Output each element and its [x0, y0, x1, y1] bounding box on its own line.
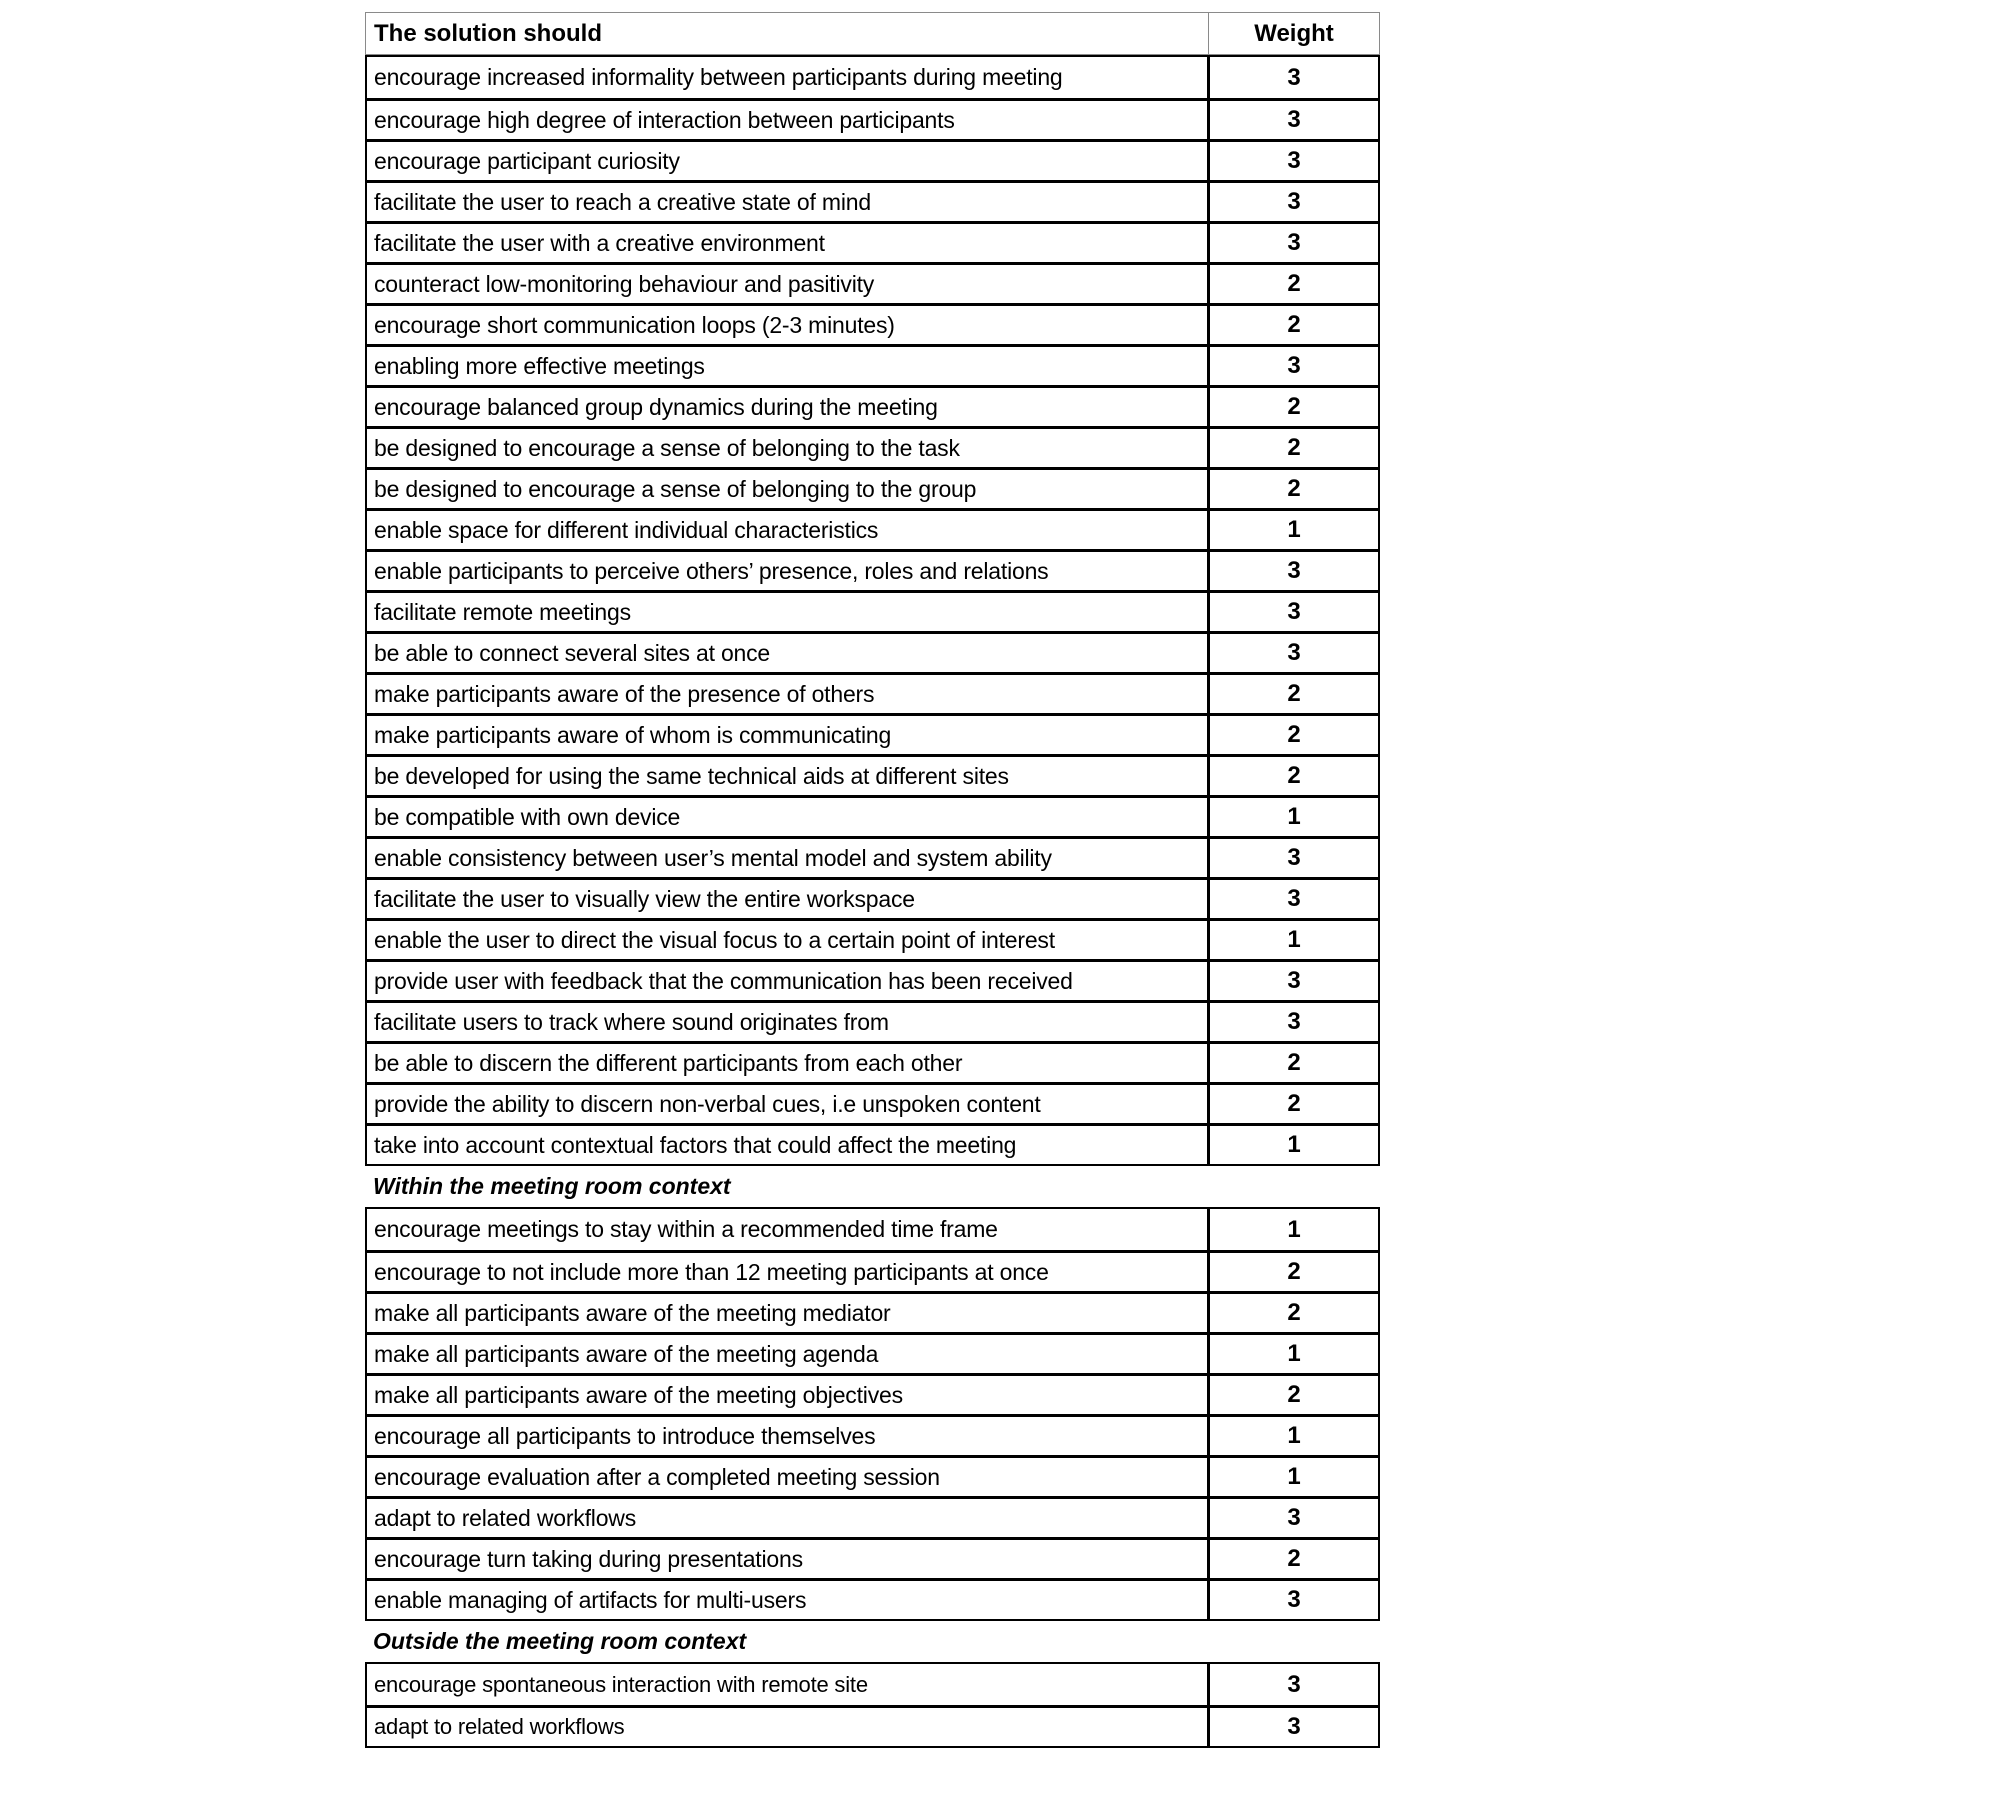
- weight-value: 3: [1207, 1664, 1378, 1705]
- requirement-text: be able to connect several sites at once: [374, 639, 771, 666]
- table-row: [367, 918, 1378, 959]
- table-row: [367, 836, 1378, 877]
- table-row: [367, 426, 1378, 467]
- table-row: [367, 1705, 1378, 1746]
- requirement-text: be designed to encourage a sense of belonging to the task: [374, 434, 960, 461]
- weight-value: 3: [1207, 839, 1378, 877]
- requirement-text: adapt to related workflows: [374, 1714, 625, 1739]
- requirement-text: counteract low-monitoring behaviour and pasitivity: [374, 270, 875, 297]
- weight-value: 3: [1207, 1499, 1378, 1537]
- weight-value: 3: [1207, 552, 1378, 590]
- requirement-text: encourage high degree of interaction between participants: [374, 106, 955, 133]
- weight-value: 3: [1207, 347, 1378, 385]
- table-row: [367, 1000, 1378, 1041]
- weight-value: 2: [1207, 1294, 1378, 1332]
- requirement-text: encourage participant curiosity: [374, 147, 680, 174]
- weight-value: 3: [1207, 962, 1378, 1000]
- table-row: [367, 1496, 1378, 1537]
- requirement-text: enabling more effective meetings: [374, 352, 705, 379]
- table-row: [367, 590, 1378, 631]
- weight-value: 3: [1207, 880, 1378, 918]
- requirement-text: encourage increased informality between participants during meeting: [374, 64, 1063, 90]
- table-row: [367, 262, 1378, 303]
- table-row: [367, 1041, 1378, 1082]
- table-row: [367, 631, 1378, 672]
- requirement-text: enable participants to perceive others’ presence, roles and relations: [374, 557, 1049, 584]
- table-row: [367, 754, 1378, 795]
- requirement-text: enable consistency between user’s mental model and system ability: [374, 844, 1052, 871]
- weight-value: 3: [1207, 142, 1378, 180]
- table-header-row: [365, 12, 1380, 55]
- table-row: [367, 549, 1378, 590]
- requirement-text: provide user with feedback that the communication has been received: [374, 967, 1073, 994]
- requirement-text: facilitate the user to visually view the entire workspace: [374, 885, 915, 912]
- table-section-block: [365, 1207, 1380, 1621]
- requirement-text: encourage balanced group dynamics during the meeting: [374, 393, 938, 420]
- table-row: [367, 795, 1378, 836]
- weight-value: 2: [1207, 1085, 1378, 1123]
- weight-value: 2: [1207, 716, 1378, 754]
- requirement-text: be developed for using the same technical aids at different sites: [374, 762, 1009, 789]
- weight-value: 2: [1207, 757, 1378, 795]
- weight-value: 1: [1207, 1417, 1378, 1455]
- requirement-text: encourage evaluation after a completed meeting session: [374, 1463, 940, 1490]
- table-row: [367, 1578, 1378, 1619]
- table-row: [367, 221, 1378, 262]
- table-section-block: [365, 1662, 1380, 1748]
- table-row: [367, 467, 1378, 508]
- table-row: [367, 877, 1378, 918]
- requirement-text: encourage to not include more than 12 meeting participants at once: [374, 1258, 1049, 1285]
- weight-value: 3: [1207, 183, 1378, 221]
- weight-value: 1: [1207, 921, 1378, 959]
- requirement-text: make all participants aware of the meeting objectives: [374, 1381, 903, 1408]
- weight-value: 1: [1207, 1458, 1378, 1496]
- requirement-text: facilitate remote meetings: [374, 598, 631, 625]
- table-row: [367, 303, 1378, 344]
- section-label: Within the meeting room context: [373, 1173, 731, 1199]
- table-row: [367, 1123, 1378, 1164]
- weight-value: 3: [1207, 1708, 1378, 1746]
- requirements-table: [365, 12, 1380, 1748]
- table-row: [367, 1250, 1378, 1291]
- table-row: [367, 139, 1378, 180]
- table-row: [367, 1082, 1378, 1123]
- requirement-text: enable the user to direct the visual focus to a certain point of interest: [374, 926, 1055, 953]
- requirement-text: enable space for different individual characteristics: [374, 516, 879, 543]
- table-row: [367, 1332, 1378, 1373]
- requirement-text: encourage turn taking during presentations: [374, 1545, 803, 1572]
- table-row: [367, 1209, 1378, 1250]
- table-row: [367, 1455, 1378, 1496]
- weight-value: 3: [1207, 1581, 1378, 1619]
- weight-value: 3: [1207, 57, 1378, 98]
- weight-value: 2: [1207, 675, 1378, 713]
- weight-value: 1: [1207, 798, 1378, 836]
- weight-value: 2: [1207, 470, 1378, 508]
- requirement-text: make all participants aware of the meeting agenda: [374, 1340, 879, 1367]
- requirement-text: make participants aware of the presence of others: [374, 680, 875, 707]
- table-row: [367, 344, 1378, 385]
- requirement-text: encourage spontaneous interaction with remote site: [374, 1671, 868, 1697]
- requirement-text: be compatible with own device: [374, 803, 681, 830]
- requirement-text: adapt to related workflows: [374, 1504, 636, 1531]
- requirement-text: enable managing of artifacts for multi-users: [374, 1586, 807, 1613]
- requirement-text: encourage short communication loops (2-3 minutes): [374, 311, 895, 338]
- requirement-text: provide the ability to discern non-verbal cues, i.e unspoken content: [374, 1090, 1041, 1117]
- requirement-text: encourage meetings to stay within a recommended time frame: [374, 1216, 998, 1242]
- weight-value: 2: [1207, 306, 1378, 344]
- weight-value: 3: [1207, 101, 1378, 139]
- requirement-text: be able to discern the different participants from each other: [374, 1049, 963, 1076]
- table-row: [367, 713, 1378, 754]
- table-row: [367, 672, 1378, 713]
- weight-value: 1: [1207, 511, 1378, 549]
- weight-value: 2: [1207, 265, 1378, 303]
- weight-value: 1: [1207, 1209, 1378, 1250]
- table-row: [367, 1373, 1378, 1414]
- table-row: [367, 180, 1378, 221]
- requirement-text: be designed to encourage a sense of belonging to the group: [374, 475, 977, 502]
- table-row: [367, 959, 1378, 1000]
- weight-value: 1: [1207, 1335, 1378, 1373]
- weight-value: 2: [1207, 388, 1378, 426]
- requirement-text: make participants aware of whom is communicating: [374, 721, 892, 748]
- weight-value: 2: [1207, 1540, 1378, 1578]
- table-row: [367, 98, 1378, 139]
- table-row: [367, 1414, 1378, 1455]
- weight-value: 2: [1207, 1253, 1378, 1291]
- requirement-text: facilitate users to track where sound originates from: [374, 1008, 889, 1035]
- column-header-weight: Weight: [1208, 13, 1379, 54]
- table-row: [367, 1664, 1378, 1705]
- weight-value: 3: [1207, 224, 1378, 262]
- requirement-text: facilitate the user with a creative environment: [374, 229, 825, 256]
- weight-value: 3: [1207, 634, 1378, 672]
- weight-value: 1: [1207, 1126, 1378, 1164]
- weight-value: 3: [1207, 593, 1378, 631]
- requirement-text: encourage all participants to introduce themselves: [374, 1422, 876, 1449]
- weight-value: 3: [1207, 1003, 1378, 1041]
- table-row: [367, 1291, 1378, 1332]
- requirement-text: facilitate the user to reach a creative state of mind: [374, 188, 871, 215]
- table-row: [367, 508, 1378, 549]
- section-label: Outside the meeting room context: [373, 1628, 747, 1654]
- column-header-solution: The solution should: [374, 19, 602, 47]
- requirement-text: take into account contextual factors that could affect the meeting: [374, 1131, 1017, 1158]
- table-row: [367, 57, 1378, 98]
- weight-value: 2: [1207, 1044, 1378, 1082]
- requirement-text: make all participants aware of the meeting mediator: [374, 1299, 891, 1326]
- table-body: [365, 55, 1380, 1748]
- table-row: [367, 385, 1378, 426]
- weight-value: 2: [1207, 429, 1378, 467]
- weight-value: 2: [1207, 1376, 1378, 1414]
- table-section-block: [365, 55, 1380, 1166]
- table-row: [367, 1537, 1378, 1578]
